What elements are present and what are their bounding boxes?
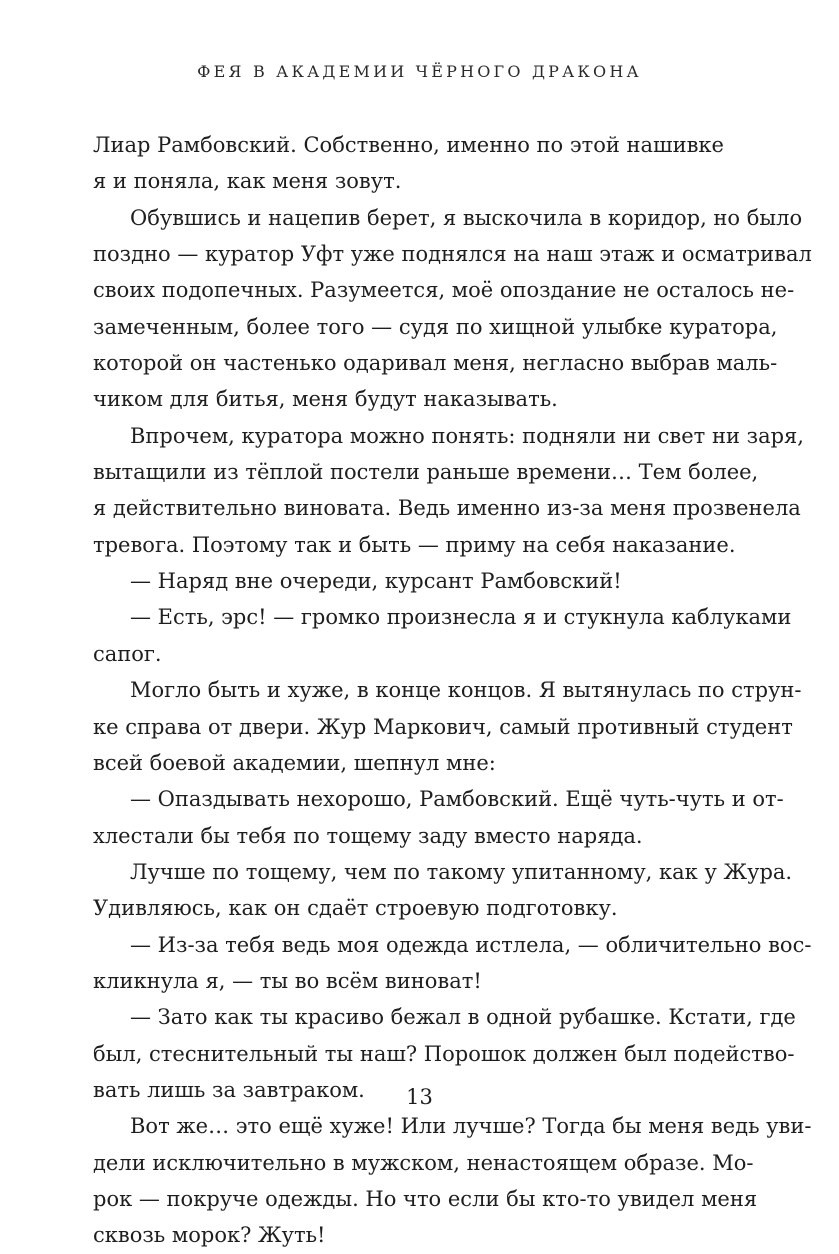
text-line: — Зато как ты красиво бежал в одной рубашке. Кстати, где [130,1005,796,1030]
text-line: — Наряд вне очереди, курсант Рамбовский! [130,569,622,594]
text-line: я и поняла, как меня зовут. [93,169,402,194]
text-line: сквозь морок? Жуть! [93,1223,326,1248]
text-line: — Есть, эрс! — громко произнесла я и стукнула каблуками [130,605,792,630]
text-line: — Из-за тебя ведь моя одежда истлела, — обличительно вос- [130,932,812,957]
running-header: ФЕЯ В АКАДЕМИИ ЧЁРНОГО ДРАКОНА [197,62,642,81]
text-line: своих подопечных. Разумеется, моё опоздание не осталось не- [93,278,795,303]
text-line: замеченным, более того — судя по хищной улыбке куратора, [93,314,778,339]
text-line: я действительно виновата. Ведь именно из-за меня прозвенела [93,496,801,521]
text-line: всей боевой академии, шепнул мне: [93,750,496,775]
text-line: Впрочем, куратора можно понять: подняли ни свет ни заря, [130,423,804,448]
text-line: чиком для битья, меня будут наказывать. [93,387,558,412]
text-line: Лучше по тощему, чем по такому упитанному, как у Жура. [130,859,793,884]
text-line: вытащили из тёплой постели раньше времени… Тем более, [93,460,759,485]
text-line: кликнула я, — ты во всём виноват! [93,968,482,993]
text-line: Обувшись и нацепив берет, я выскочила в коридор, но было [130,205,803,230]
text-line: — Опаздывать нехорошо, Рамбовский. Ещё чуть-чуть и от- [130,787,784,812]
page-number: 13 [406,1085,433,1109]
text-line: которой он частенько одаривал меня, негласно выбрав маль- [93,351,778,376]
text-line: сапог. [93,641,162,666]
text-line: дели исключительно в мужском, ненастоящем образе. Мо- [93,1150,754,1175]
text-line: рок — покруче одежды. Но что если бы кто-то увидел меня [93,1186,758,1211]
text-line: тревога. Поэтому так и быть — приму на себя наказание. [93,532,736,557]
text-line: Лиар Рамбовский. Собственно, именно по этой нашивке [93,133,724,157]
text-line: хлестали бы тебя по тощему заду вместо наряда. [93,823,643,848]
text-line: ке справа от двери. Жур Маркович, самый противный студент [93,714,793,739]
text-line: вать лишь за завтраком. [93,1077,365,1102]
text-line: Вот же… это ещё хуже! Или лучше? Тогда бы меня ведь уви- [130,1114,812,1139]
text-line: был, стеснительный ты наш? Порошок должен был подейство- [93,1041,795,1066]
text-line: Удивляюсь, как он сдаёт строевую подготовку. [93,896,618,921]
text-line: поздно — куратор Уфт уже поднялся на наш этаж и осматривал [93,242,812,267]
text-line: Могло быть и хуже, в конце концов. Я вытянулась по струн- [130,678,802,703]
